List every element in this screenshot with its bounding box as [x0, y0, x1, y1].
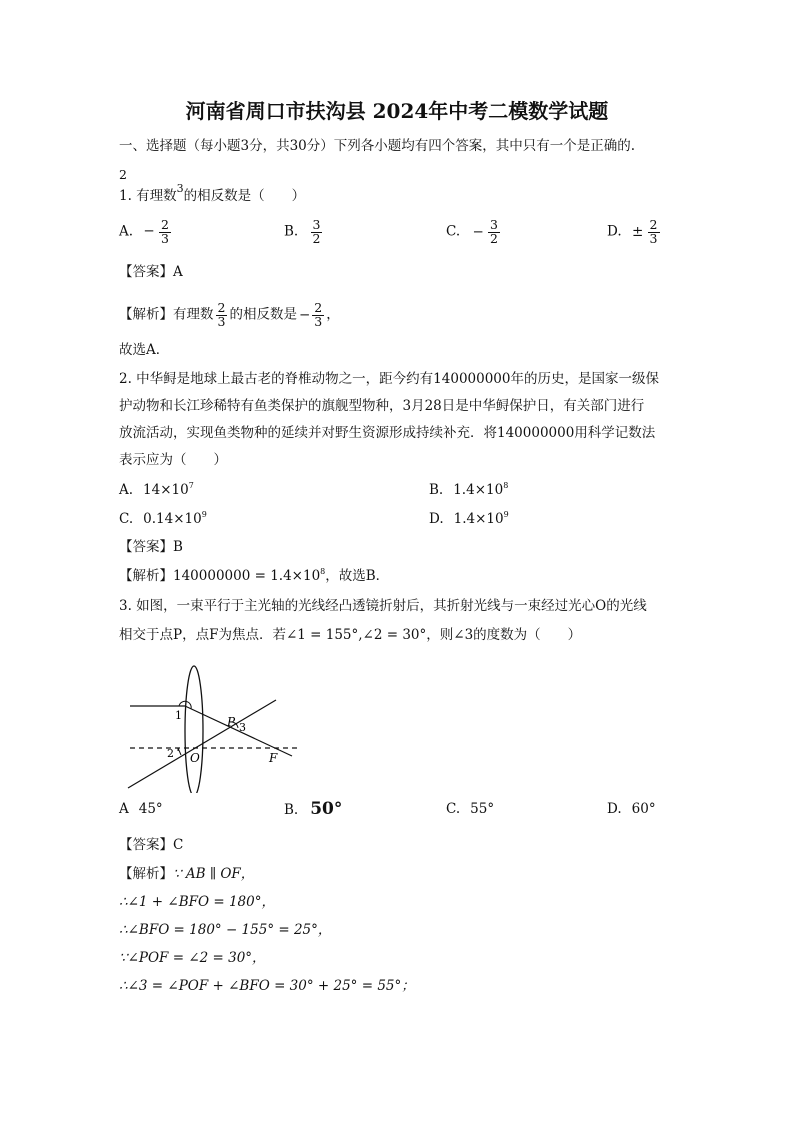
q1-option-b: [284, 219, 322, 245]
q2-answer: 【答案】B: [119, 539, 183, 555]
angle-2-arc: [178, 748, 181, 755]
option-label: A: [119, 801, 129, 817]
denominator: 3: [649, 230, 658, 246]
fraction: [159, 219, 171, 245]
q2-analysis: [119, 567, 390, 584]
q1-analysis: [119, 302, 340, 328]
option-sign: −: [472, 223, 484, 240]
analysis-step: ∵ AB ∥ OF，: [173, 866, 255, 882]
label-o: O: [190, 751, 200, 765]
q2-option-d: [429, 510, 509, 527]
label-f: F: [269, 751, 278, 765]
q3-analysis-step-5: ∴∠3 = ∠POF + ∠BFO = 30° + 25° = 55°；: [119, 978, 415, 994]
q2-option-c: [119, 510, 207, 527]
fraction: [312, 302, 324, 328]
exponent: 7: [188, 481, 194, 490]
page-title: 河南省周口市扶沟县 2024年中考二模数学试题: [185, 99, 609, 123]
option-label: C.: [446, 801, 461, 817]
exponent: 9: [201, 510, 207, 519]
option-value: 1.4×10: [453, 511, 504, 527]
option-value: 0.14×10: [143, 511, 202, 527]
option-label: A.: [119, 482, 134, 498]
q2-line-3: 放流活动，实现鱼类物种的延续并对野生资源形成持续补充．将140000000用科学记数法: [119, 425, 656, 441]
q2-line-2: 护动物和长江珍稀特有鱼类保护的旗舰型物种，3月28日是中华鲟保护日，有关部门进行: [119, 398, 645, 414]
option-value: 1.4×10: [453, 482, 504, 498]
option-sign: −: [143, 223, 155, 240]
analysis-sign: −: [298, 306, 311, 323]
q1-conclusion: 故选A．: [119, 342, 170, 358]
analysis-label: 【解析】: [119, 568, 173, 584]
lens-figure: [118, 658, 308, 793]
option-value: 14×10: [143, 482, 189, 498]
option-sign: ±: [631, 223, 644, 240]
q2-line-4: 表示应为（ ）: [119, 452, 227, 468]
fraction: [648, 219, 660, 245]
fraction: [311, 219, 323, 245]
label-p: P: [227, 715, 236, 729]
q1-option-a: [119, 219, 171, 245]
q1-option-c: [446, 219, 500, 245]
option-label: B.: [429, 482, 444, 498]
q1-option-d: [607, 219, 660, 245]
denominator: 3: [160, 230, 169, 246]
denominator: 2: [490, 230, 498, 246]
numerator: 2: [160, 217, 169, 232]
q2-line-1: 2. 中华鲟是地球上最古老的脊椎动物之一，距今约有140000000年的历史，是国家一级保: [119, 371, 659, 387]
analysis-label: 【解析】: [119, 866, 173, 882]
numerator: 2: [314, 300, 323, 315]
exponent: 8: [320, 567, 326, 576]
label-2: 2: [167, 747, 174, 760]
q3-analysis-line-1: [119, 868, 254, 882]
q1-answer: 【答案】A: [119, 264, 183, 280]
denominator: 3: [217, 313, 226, 329]
option-value: 55°: [470, 801, 495, 817]
q2-option-b: [429, 481, 509, 498]
section-instruction: 一、选择题（每小题3分，共30分）下列各小题均有四个答案，其中只有一个是正确的.: [119, 138, 636, 154]
q2-option-a: [119, 481, 194, 498]
q3-analysis-step-4: ∵∠POF = ∠2 = 30°，: [119, 950, 266, 966]
analysis-text: ，: [326, 306, 340, 323]
option-value: 60°: [631, 801, 656, 817]
q3-line-1: 3. 如图，一束平行于主光轴的光线经凸透镜折射后，其折射光线与一束经过光心O的光线: [119, 598, 647, 614]
analysis-text: 的相反数是: [229, 306, 297, 323]
option-value: 45°: [138, 801, 163, 817]
option-label: B.: [284, 802, 299, 818]
q3-option-d: [607, 803, 656, 817]
denominator: 2: [312, 230, 321, 246]
option-label: D.: [429, 511, 444, 527]
q1-text-pre: 1. 有理数: [119, 188, 177, 204]
convex-lens: [185, 666, 203, 793]
q1-fraction-denominator: 3: [176, 182, 184, 195]
exponent: 9: [503, 510, 509, 519]
option-label: D.: [607, 223, 622, 240]
option-value: 50°: [310, 799, 343, 819]
q3-option-a: [119, 803, 163, 817]
fraction: [216, 302, 228, 328]
denominator: 3: [314, 313, 323, 329]
numerator: 2: [649, 217, 658, 232]
exponent: 8: [503, 481, 509, 490]
q3-answer: 【答案】C: [119, 837, 184, 853]
option-label: A.: [119, 223, 134, 240]
q1-text-post: 的相反数是（ ）: [183, 188, 306, 204]
label-1: 1: [175, 709, 182, 722]
option-label: C.: [446, 223, 461, 240]
q3-line-2: 相交于点P，点F为焦点．若∠1 = 155°,∠2 = 30°，则∠3的度数为（ ）: [119, 627, 582, 643]
question-1-stem: [119, 182, 306, 204]
q3-analysis-step-2: ∴∠1 + ∠BFO = 180°，: [119, 894, 275, 910]
numerator: 3: [312, 217, 321, 232]
option-label: B.: [284, 223, 299, 240]
q3-option-c: [446, 803, 494, 817]
numerator: 2: [217, 300, 226, 315]
fraction: [488, 219, 500, 245]
q1-fraction-numerator-above: 2: [119, 167, 127, 182]
label-3: 3: [239, 721, 246, 734]
q3-option-b: [284, 801, 342, 818]
option-label: D.: [607, 801, 622, 817]
analysis-expression: 140000000 = 1.4×10: [173, 568, 321, 584]
center-ray: [128, 700, 276, 788]
analysis-label: 【解析】: [119, 306, 173, 323]
analysis-text: 有理数: [173, 306, 214, 323]
analysis-text: ，故选B．: [325, 568, 390, 584]
numerator: 3: [490, 217, 498, 232]
option-label: C.: [119, 511, 134, 527]
q3-analysis-step-3: ∴∠BFO = 180° − 155° = 25°，: [119, 922, 332, 938]
